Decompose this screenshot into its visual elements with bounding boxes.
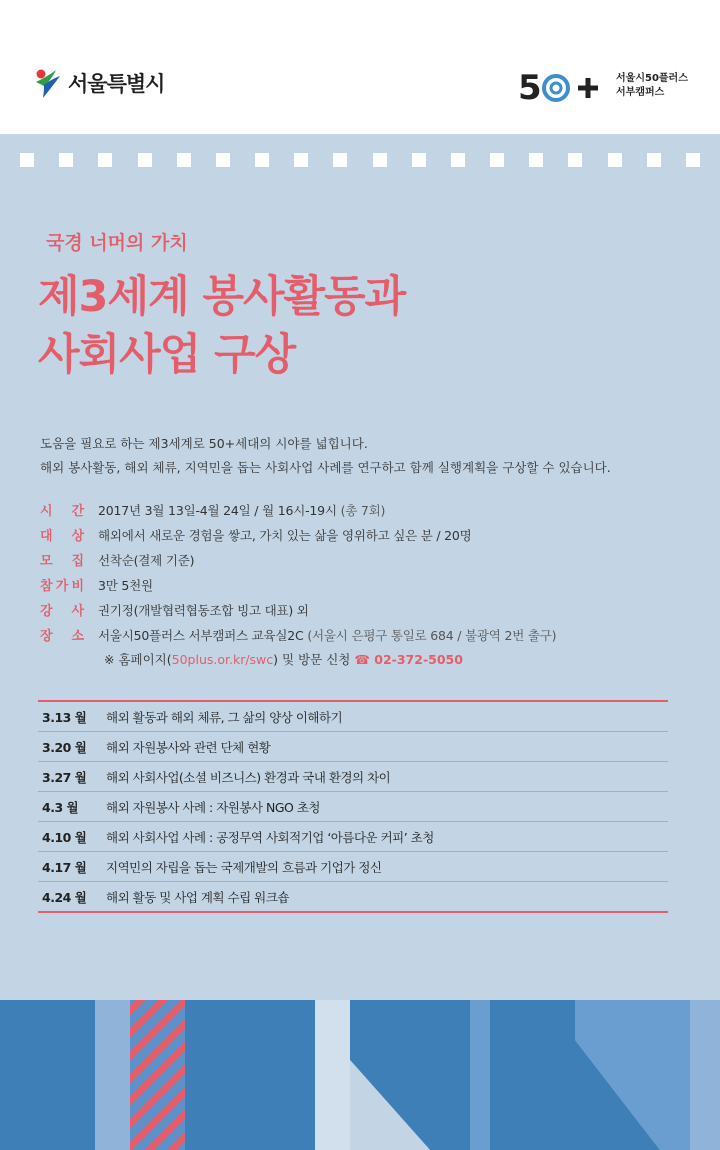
schedule-row — [38, 732, 668, 762]
info-label-char: 소 — [71, 629, 84, 644]
film-hole — [216, 153, 230, 167]
schedule-topic: 해외 자원봉사와 관련 단체 현황 — [106, 739, 271, 755]
campus-logo — [518, 66, 688, 106]
info-label — [40, 550, 98, 569]
info-value-main: 해외에서 새로운 경험을 쌓고, 가치 있는 삶을 영위하고 싶은 분 / 20명 — [98, 527, 472, 543]
film-hole — [373, 153, 387, 167]
intro-line: 해외 봉사활동, 해외 체류, 지역민을 돕는 사회사업 사례를 연구하고 함께 실행계획을 구상할 수 있습니다. — [40, 460, 611, 475]
schedule-date: 4.17 월 — [42, 859, 87, 875]
schedule-row — [38, 792, 668, 822]
info-value — [98, 601, 309, 619]
info-value-main: 서울시50플러스 서부캠퍼스 교육실2C — [98, 627, 304, 643]
schedule-row — [38, 882, 668, 911]
info-label-char: 간 — [71, 504, 84, 519]
info-value — [98, 526, 472, 544]
schedule-row — [38, 702, 668, 732]
info-label-char: 집 — [71, 554, 84, 569]
phone-number: ☎ 02-372-5050 — [354, 652, 463, 667]
schedule-date: 3.27 월 — [42, 769, 87, 785]
film-hole — [568, 153, 582, 167]
title-line2: 사회사업 구상 — [38, 330, 296, 380]
homepage-link[interactable]: 50plus.or.kr/swc — [171, 652, 274, 667]
info-label-char: 대 — [40, 529, 53, 544]
schedule-topic: 해외 사회사업 사례 : 공정무역 사회적기업 ‘아름다운 커피’ 초청 — [106, 829, 434, 845]
info-row — [40, 547, 556, 572]
intro-text — [40, 432, 611, 480]
film-hole — [412, 153, 426, 167]
schedule-date: 4.10 월 — [42, 829, 87, 845]
schedule-row — [38, 822, 668, 852]
film-strip-holes — [20, 153, 700, 167]
bottom-decoration — [0, 1000, 720, 1150]
schedule-topic: 해외 활동 및 사업 계획 수립 워크숍 — [106, 889, 289, 905]
schedule-date: 3.13 월 — [42, 709, 87, 725]
info-value — [98, 576, 153, 594]
info-list — [40, 497, 556, 647]
film-hole — [608, 153, 622, 167]
info-label-char: 강 — [40, 604, 53, 619]
film-hole — [20, 153, 34, 167]
film-hole — [490, 153, 504, 167]
info-value-main: 권기정(개발협력협동조합 빙고 대표) 외 — [98, 602, 309, 618]
film-hole — [98, 153, 112, 167]
info-value-extra: (총 7회) — [336, 502, 386, 518]
film-hole — [255, 153, 269, 167]
film-hole — [451, 153, 465, 167]
info-value-main: 선착순(결제 기준) — [98, 552, 195, 568]
intro-line: 도움을 필요로 하는 제3세계로 50+세대의 시야를 넓힙니다. — [40, 436, 368, 451]
film-hole — [686, 153, 700, 167]
campus-name-line1: 서울시50플러스 — [616, 73, 688, 84]
info-row — [40, 597, 556, 622]
note-suffix: ) 및 방문 신청 — [273, 652, 351, 667]
kicker-text: 국경 너머의 가치 — [46, 232, 188, 254]
info-label — [40, 525, 98, 544]
seoul-symbol-icon — [32, 66, 64, 100]
schedule-row — [38, 762, 668, 792]
svg-text:5: 5 — [518, 68, 542, 106]
schedule-date: 4.3 월 — [42, 799, 79, 815]
schedule-topic: 해외 활동과 해외 체류, 그 삶의 양상 이해하기 — [106, 709, 343, 725]
fifty-plus-logo-icon — [518, 66, 610, 106]
info-value-main: 3만 5천원 — [98, 577, 153, 593]
campus-name-line2: 서부캠퍼스 — [616, 87, 665, 98]
info-label-char: 모 — [40, 554, 53, 569]
info-row — [40, 522, 556, 547]
film-hole — [59, 153, 73, 167]
org-name: 서울특별시 — [68, 72, 165, 96]
film-hole — [294, 153, 308, 167]
info-value — [98, 501, 385, 519]
schedule-table — [38, 700, 668, 913]
schedule-topic: 해외 사회사업(소셜 비즈니스) 환경과 국내 환경의 차이 — [106, 769, 391, 785]
film-hole — [529, 153, 543, 167]
schedule-date: 4.24 월 — [42, 889, 87, 905]
info-label — [40, 575, 98, 594]
info-value — [98, 551, 194, 569]
film-hole — [138, 153, 152, 167]
info-value-main: 2017년 3월 13일-4월 24일 / 월 16시-19시 — [98, 502, 337, 518]
title-line1: 제3세계 봉사활동과 — [38, 272, 406, 322]
info-value-extra: (서울시 은평구 통일로 684 / 불광역 2번 출구) — [303, 627, 557, 643]
info-value — [98, 626, 556, 644]
info-label-char: 상 — [71, 529, 84, 544]
film-hole — [177, 153, 191, 167]
film-hole — [647, 153, 661, 167]
info-label-char: 장 — [40, 629, 53, 644]
info-label-char: 사 — [71, 604, 84, 619]
info-label — [40, 500, 98, 519]
info-label-char: 참 — [40, 579, 53, 594]
application-note — [104, 650, 463, 668]
schedule-date: 3.20 월 — [42, 739, 87, 755]
info-label — [40, 600, 98, 619]
info-label-char: 비 — [71, 579, 84, 594]
info-row — [40, 572, 556, 597]
page-title — [38, 268, 405, 384]
schedule-topic: 해외 자원봉사 사례 : 자원봉사 NGO 초청 — [106, 799, 320, 815]
seoul-logo — [32, 66, 164, 100]
info-label-char: 시 — [40, 504, 53, 519]
film-hole — [333, 153, 347, 167]
campus-name — [616, 72, 688, 100]
info-label — [40, 625, 98, 644]
info-row — [40, 497, 556, 522]
info-row — [40, 622, 556, 647]
note-prefix: ※ 홈페이지( — [104, 652, 172, 667]
header — [0, 0, 720, 134]
info-label-char: 가 — [55, 579, 69, 594]
schedule-topic: 지역민의 자립을 돕는 국제개발의 흐름과 기업가 정신 — [106, 859, 382, 875]
schedule-row — [38, 852, 668, 882]
